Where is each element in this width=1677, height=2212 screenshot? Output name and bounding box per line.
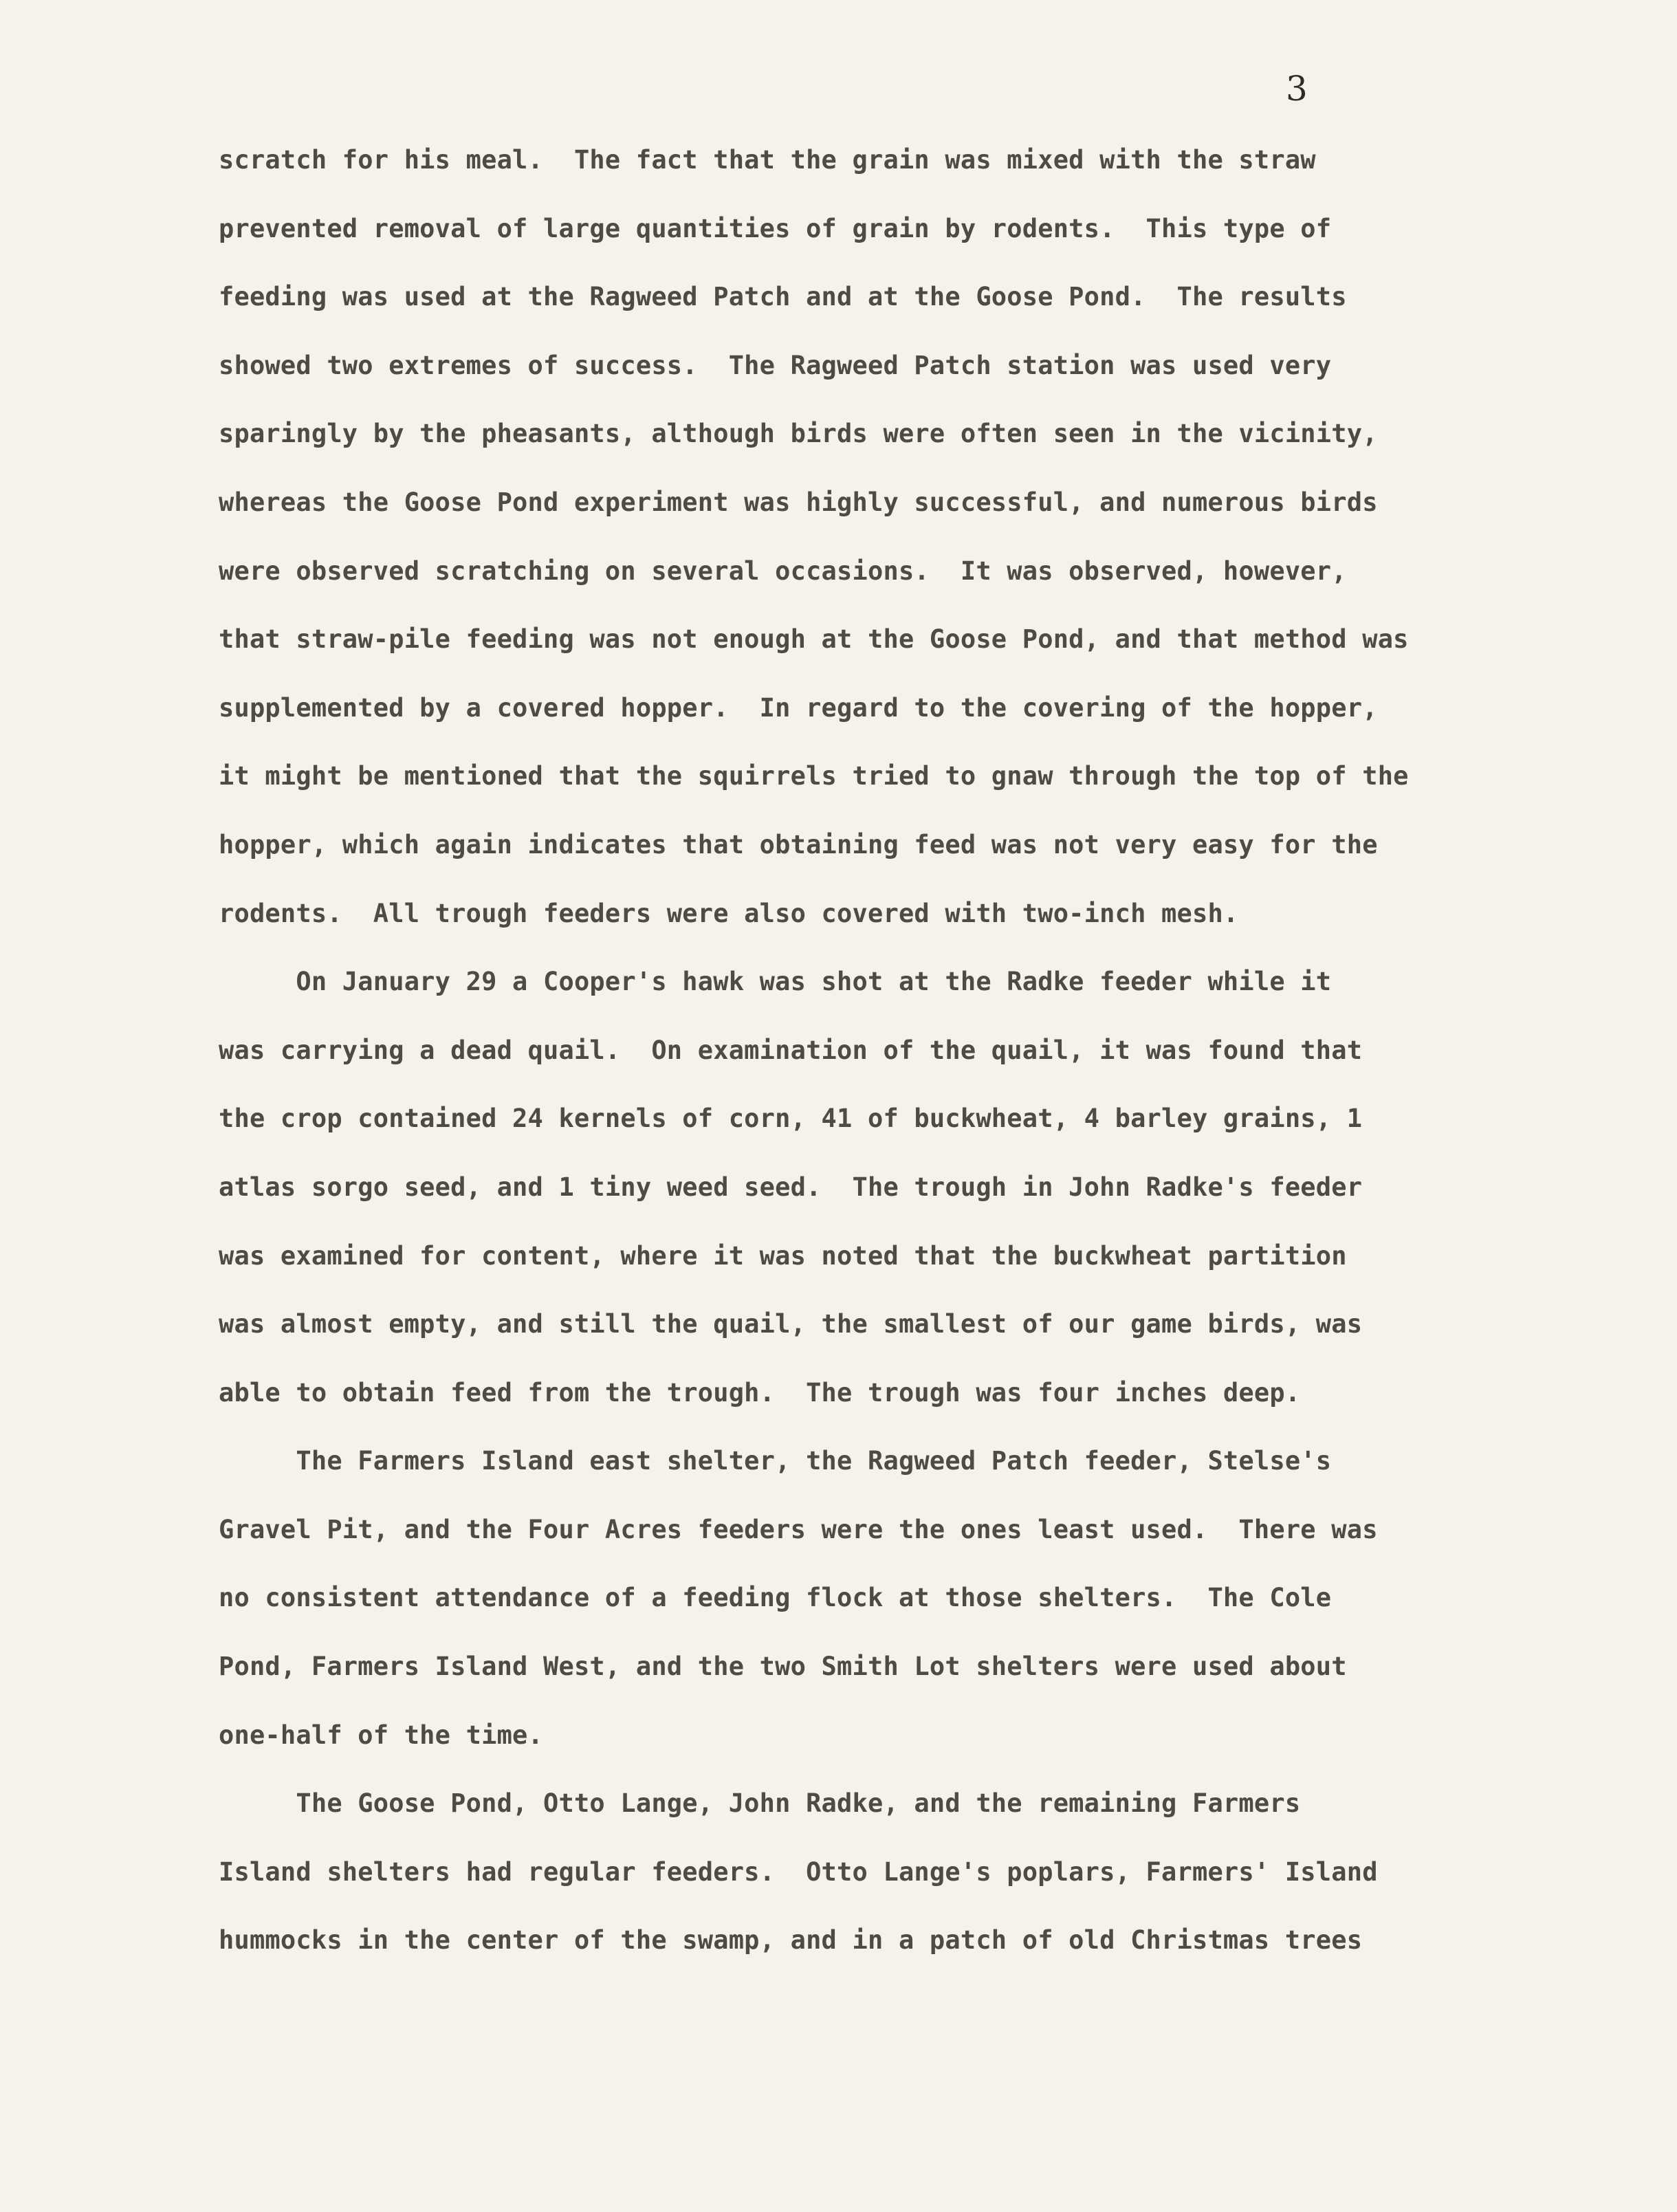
text-line: hopper, which again indicates that obtaining feed was not very easy for the	[219, 829, 1378, 859]
text-line: showed two extremes of success. The Ragweed Patch station was used very	[219, 350, 1332, 380]
text-line: it might be mentioned that the squirrels tried to gnaw through the top of the	[219, 761, 1409, 791]
paragraph	[219, 1437, 1566, 1780]
text-line: were observed scratching on several occasions. It was observed, however,	[219, 556, 1347, 586]
text-line: Gravel Pit, and the Four Acres feeders were the ones least used. There was	[219, 1514, 1378, 1544]
text-line: hummocks in the center of the swamp, and in a patch of old Christmas trees	[219, 1925, 1363, 1956]
text-line: rodents. All trough feeders were also covered with two-inch mesh.	[219, 898, 1239, 928]
text-line: the crop contained 24 kernels of corn, 41 of buckwheat, 4 barley grains, 1	[219, 1104, 1363, 1134]
text-line: Pond, Farmers Island West, and the two Smith Lot shelters were used about	[219, 1652, 1347, 1682]
text-line: able to obtain feed from the trough. The trough was four inches deep.	[219, 1377, 1301, 1408]
text-line: The Farmers Island east shelter, the Ragweed Patch feeder, Stelse's	[219, 1446, 1332, 1476]
text-line: no consistent attendance of a feeding flock at those shelters. The Cole	[219, 1583, 1332, 1613]
text-line: whereas the Goose Pond experiment was highly successful, and numerous birds	[219, 487, 1378, 517]
text-line: atlas sorgo seed, and 1 tiny weed seed. The trough in John Radke's feeder	[219, 1172, 1363, 1202]
text-line: sparingly by the pheasants, although birds were often seen in the vicinity,	[219, 419, 1378, 449]
text-line: one-half of the time.	[219, 1720, 543, 1750]
text-line: On January 29 a Cooper's hawk was shot at the Radke feeder while it	[219, 967, 1332, 997]
paragraph	[219, 1780, 1566, 1985]
body-text	[219, 136, 1566, 1985]
text-line: The Goose Pond, Otto Lange, John Radke, and the remaining Farmers	[219, 1788, 1301, 1819]
paragraph	[219, 136, 1566, 958]
text-line: was examined for content, where it was noted that the buckwheat partition	[219, 1240, 1347, 1271]
text-line: prevented removal of large quantities of grain by rodents. This type of	[219, 213, 1332, 243]
text-line: that straw-pile feeding was not enough at the Goose Pond, and that method was	[219, 624, 1409, 655]
text-line: Island shelters had regular feeders. Otto Lange's poplars, Farmers' Island	[219, 1857, 1378, 1887]
page-number: 3	[1286, 69, 1308, 109]
text-line: feeding was used at the Ragweed Patch and at the Goose Pond. The results	[219, 282, 1347, 312]
text-line: supplemented by a covered hopper. In regard to the covering of the hopper,	[219, 692, 1378, 723]
text-line: was carrying a dead quail. On examination of the quail, it was found that	[219, 1035, 1363, 1065]
paragraph	[219, 958, 1566, 1437]
text-line: was almost empty, and still the quail, the smallest of our game birds, was	[219, 1309, 1363, 1339]
text-line: scratch for his meal. The fact that the grain was mixed with the straw	[219, 145, 1316, 175]
